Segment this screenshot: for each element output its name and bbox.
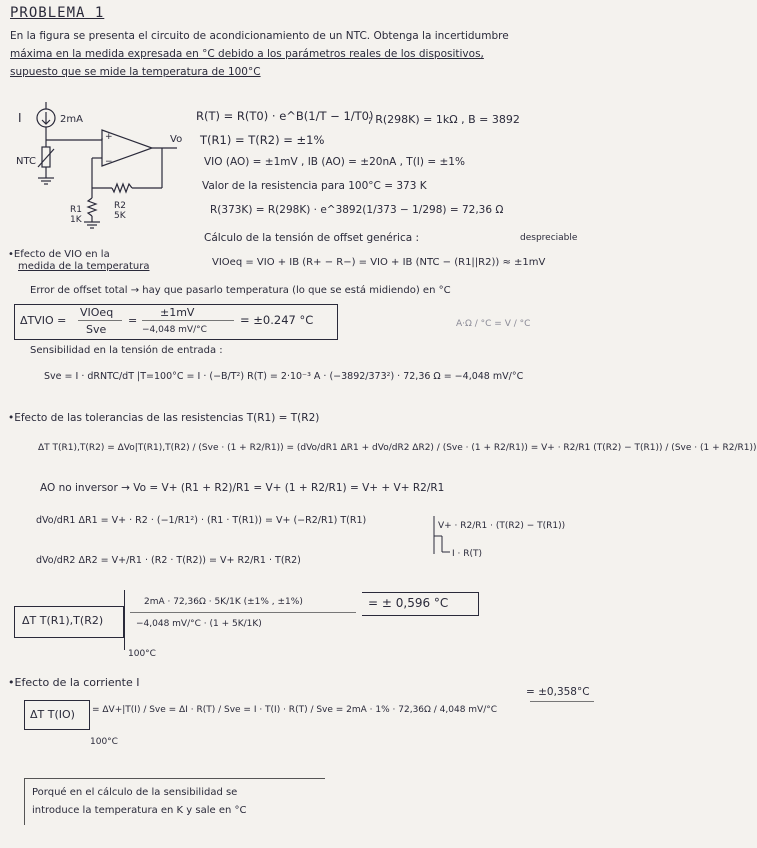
vio-val-line xyxy=(142,320,234,321)
vo-label: Vo xyxy=(170,134,183,145)
resistance-equation: R(373K) = R(298K) · e^3892(1/373 − 1/298) = 72,36 Ω xyxy=(210,204,504,216)
vio-eq-sign: = xyxy=(128,314,138,327)
r1-value: 1K xyxy=(70,215,82,225)
current-box-label: ΔT T(IO) xyxy=(30,708,75,721)
r1-label: R1 xyxy=(70,205,82,215)
vio-val-den: −4,048 mV/°C xyxy=(142,325,207,335)
tolerance-box-label: ΔT T(R1),T(R2) xyxy=(22,614,104,627)
units-side-note: A·Ω / °C = V / °C xyxy=(456,319,531,329)
tolerance-heading: • Efecto de las tolerancias de las resistencias T(R1) = T(R2) xyxy=(8,412,319,425)
despreciable-note: despreciable xyxy=(520,233,578,243)
intro-line-3: supuesto que se mide la temperatura de 100°C xyxy=(10,66,261,78)
ntc-model-formula: R(T) = R(T0) · e^B(1/T − 1/T0) xyxy=(196,109,374,123)
ntc-circuit-diagram xyxy=(12,92,190,234)
ntc-params: ; R(298K) = 1kΩ , B = 3892 xyxy=(368,113,520,126)
vio-frac-num: VIOeq xyxy=(80,306,114,319)
ntc-label: NTC xyxy=(16,156,36,167)
r2-value: 5K xyxy=(114,211,126,221)
note-line-2: introduce la temperatura en K y sale en °C xyxy=(32,805,247,816)
intro-line-2: máxima en la medida expresada en °C debido a los parámetros reales de los dispositivos, xyxy=(10,48,484,60)
opamp-plus-sign: + xyxy=(105,132,113,142)
ao-noninverting-equation: AO no inversor → Vo = V+ (R1 + R2)/R1 = V+ (1 + R2/R1) = V+ + V+ R2/R1 xyxy=(40,482,445,494)
current-source-value: 2mA xyxy=(60,114,83,125)
vio-heading-2: medida de la temperatura xyxy=(18,261,150,272)
tolerance-final-result: = ± 0,596 °C xyxy=(368,596,449,610)
current-sub: 100°C xyxy=(90,737,118,747)
current-result-underline xyxy=(530,701,594,702)
derivative-r1: dVo/dR1 ΔR1 = V+ · R2 · (−1/R1²) · (R1 · T(R1)) = V+ (−R2/R1) T(R1) xyxy=(36,515,367,526)
vio-val-num: ±1mV xyxy=(160,306,195,319)
tolerance-delta-equation: ΔT T(R1),T(R2) = ΔVo|T(R1),T(R2) / (Sve · (1 + R2/R1)) = (dVo/dR1 ΔR1 + dVo/dR2 ΔR2) / (Sve · (1 + R2/R1)) = V+ · R2/R1 (T(R2) − T(R1)) / (Sve · (1 + R2/R1)) xyxy=(38,443,757,453)
current-source-label: I xyxy=(18,111,22,125)
resistance-title: Valor de la resistencia para 100°C = 373 K xyxy=(202,180,427,192)
intro-line-1: En la figura se presenta el circuito de acondicionamiento de un NTC. Obtenga la incertidumbre xyxy=(10,30,509,42)
vio-frac-den: Sve xyxy=(86,323,107,336)
tolerance-final-num: 2mA · 72,36Ω · 5K/1K (±1% , ±1%) xyxy=(144,597,303,607)
tolerance-final-sub: 100°C xyxy=(128,649,156,659)
brace-bottom-expression: I · R(T) xyxy=(452,549,483,559)
vio-result: = ±0.247 °C xyxy=(240,313,314,327)
r2-label: R2 xyxy=(114,201,126,211)
opamp-tolerances: VIO (AO) = ±1mV , IB (AO) = ±20nA , T(I) = ±1% xyxy=(204,156,465,168)
vio-delta-label: ΔTVIO = xyxy=(20,314,67,327)
brace-top-expression: V+ · R2/R1 · (T(R2) − T(R1)) xyxy=(438,521,566,531)
sensitivity-equation: Sve = I · dRNTC/dT |T=100°C = I · (−B/T²) R(T) = 2·10⁻³ A · (−3892/373²) · 72,36 Ω = −4,048 mV/°C xyxy=(44,371,524,382)
tolerance-final-line xyxy=(130,612,356,613)
opamp-minus-sign: − xyxy=(105,157,113,167)
note-line-1: Porqué en el cálculo de la sensibilidad se xyxy=(32,787,238,798)
offset-error-text: Error de offset total → hay que pasarlo temperatura (lo que se está midiendo) en °C xyxy=(30,285,451,296)
derivative-r2: dVo/dR2 ΔR2 = V+/R1 · (R2 · T(R2)) = V+ R2/R1 · T(R2) xyxy=(36,555,301,566)
page-title: PROBLEMA 1 xyxy=(10,5,105,21)
current-result: = ±0,358°C xyxy=(526,686,590,698)
vio-frac-line xyxy=(78,320,122,321)
resistor-tolerance: T(R1) = T(R2) = ±1% xyxy=(200,133,325,147)
eval-bar xyxy=(124,590,125,650)
tolerance-final-den: −4,048 mV/°C · (1 + 5K/1K) xyxy=(136,619,262,629)
current-heading: • Efecto de la corriente I xyxy=(8,676,139,689)
current-equation: = ΔV+|T(I) / Sve = ΔI · R(T) / Sve = I · T(I) · R(T) / Sve = 2mA · 1% · 72,36Ω / 4,048 mV/°C xyxy=(92,705,498,715)
sensitivity-title: Sensibilidad en la tensión de entrada : xyxy=(30,345,223,356)
offset-title: Cálculo de la tensión de offset genérica : xyxy=(204,232,420,244)
offset-equation: VIOeq = VIO + IB (R+ − R−) = VIO + IB (NTC − (R1||R2)) ≈ ±1mV xyxy=(212,257,546,268)
vio-heading-1: • Efecto de VIO en la xyxy=(8,248,110,261)
brace-connector xyxy=(428,514,454,560)
